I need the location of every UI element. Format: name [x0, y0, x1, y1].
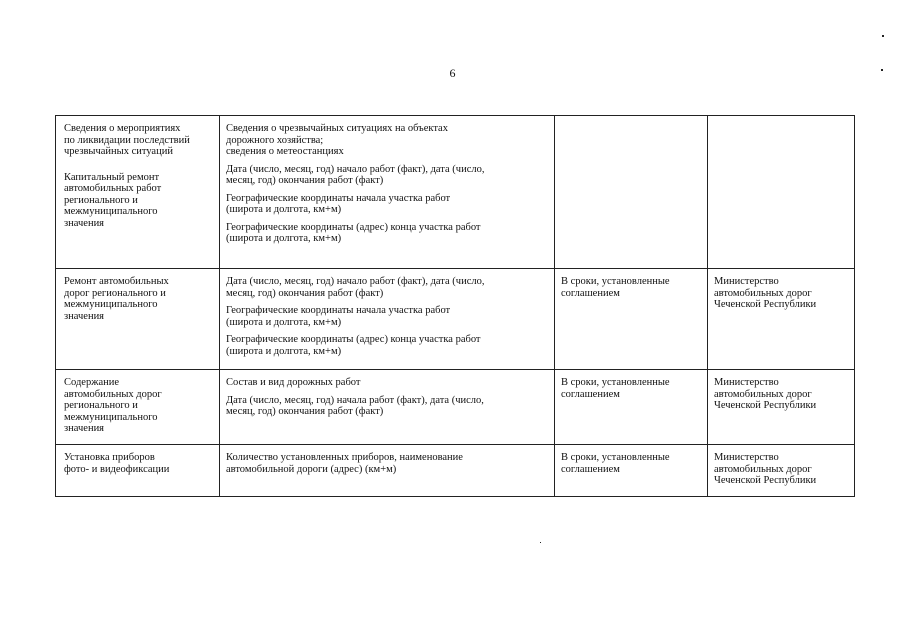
table-cell-responsible — [708, 445, 855, 497]
table-cell-deadline — [555, 445, 708, 497]
cell-text: Географические координаты (адрес) конца участка работ (широта и долгота, км+м) — [226, 334, 481, 357]
cell-text: Дата (число, месяц, год) начало работ (факт), дата (число, месяц, год) окончания работ (факт) — [226, 163, 485, 186]
table-cell-data — [220, 445, 555, 497]
page-number: 6 — [449, 66, 456, 80]
cell-text: Ремонт автомобильных дорог регионального и межмуниципального значения — [64, 276, 169, 322]
table-cell-measure — [56, 269, 220, 370]
table-cell-measure — [56, 445, 220, 497]
table-cell-data — [220, 269, 555, 370]
cell-text: Сведения о чрезвычайных ситуациях на объектах дорожного хозяйства; сведения о метеостанциях — [226, 123, 448, 157]
table-row — [56, 269, 855, 370]
cell-text: Министерство автомобильных дорог Чеченской Республики — [714, 452, 817, 486]
table-cell-deadline — [555, 370, 708, 445]
table-cell-measure — [56, 116, 220, 269]
cell-text: Географические координаты (адрес) конца участка работ (широта и долгота, км+м) — [226, 221, 481, 244]
scan-speck — [540, 542, 541, 543]
cell-text: Установка приборов фото- и видеофиксации — [64, 452, 170, 475]
table-row — [56, 370, 855, 445]
table-cell-responsible — [708, 370, 855, 445]
cell-text: Количество установленных приборов, наименование автомобильной дороги (адрес) (км+м) — [226, 452, 463, 475]
measures-table — [55, 115, 855, 497]
table-row — [56, 445, 855, 497]
table-cell-data — [220, 370, 555, 445]
cell-text: Министерство автомобильных дорог Чеченской Республики — [714, 377, 817, 411]
cell-text: Сведения о мероприятиях по ликвидации последствий чрезвычайных ситуаций — [64, 123, 190, 157]
table-cell-deadline — [555, 116, 708, 269]
table-row — [56, 116, 855, 269]
cell-text: Состав и вид дорожных работ — [226, 377, 361, 388]
table-cell-data — [220, 116, 555, 269]
cell-text: Географические координаты начала участка работ (широта и долгота, км+м) — [226, 305, 451, 328]
table-cell-responsible — [708, 116, 855, 269]
table-cell-responsible — [708, 269, 855, 370]
cell-text: В сроки, установленные соглашением — [561, 276, 670, 299]
cell-text: Дата (число, месяц, год) начало работ (факт), дата (число, месяц, год) окончания работ (факт) — [226, 276, 485, 299]
table-cell-deadline — [555, 269, 708, 370]
cell-text: В сроки, установленные соглашением — [561, 377, 670, 400]
cell-text: В сроки, установленные соглашением — [561, 452, 670, 475]
cell-text: Капитальный ремонт автомобильных работ регионального и межмуниципального значения — [64, 171, 162, 229]
scan-speck — [882, 35, 884, 37]
table-cell-measure — [56, 370, 220, 445]
cell-text: Содержание автомобильных дорог регионального и межмуниципального значения — [64, 377, 162, 434]
cell-text: Географические координаты начала участка работ (широта и долгота, км+м) — [226, 192, 451, 215]
cell-text: Министерство автомобильных дорог Чеченской Республики — [714, 276, 817, 310]
scan-speck — [881, 69, 883, 71]
cell-text: Дата (число, месяц, год) начала работ (факт), дата (число, месяц, год) окончания работ (факт) — [226, 394, 484, 417]
